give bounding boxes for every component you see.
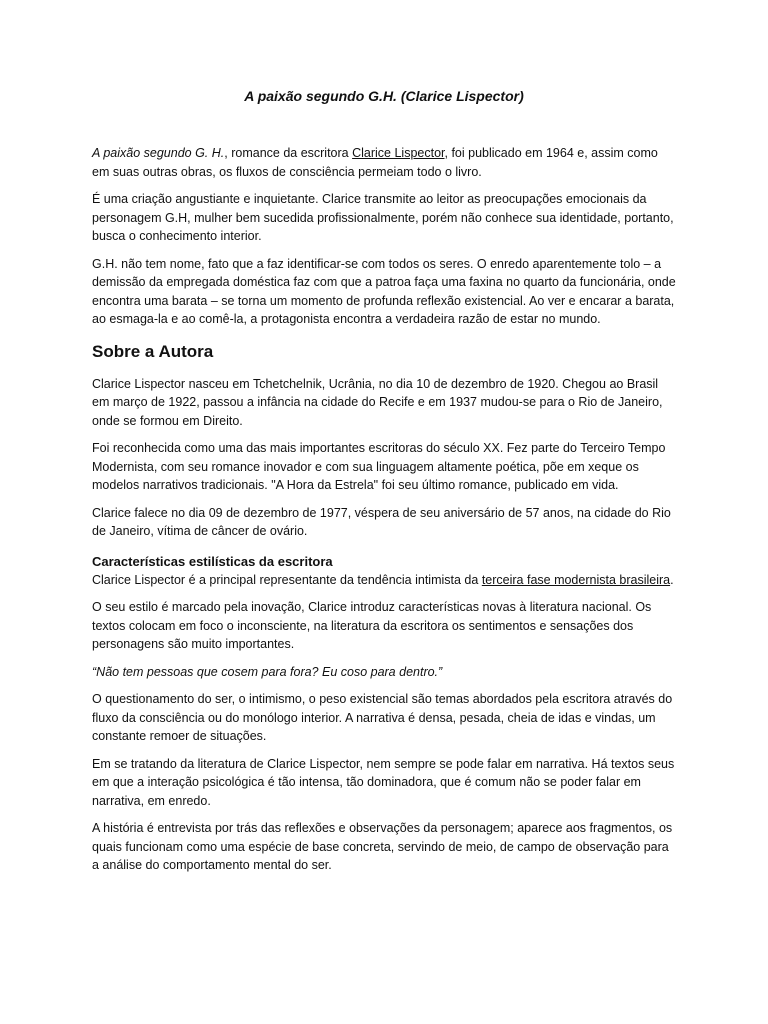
intro-text-a: , romance da escritora bbox=[224, 146, 353, 160]
terceira-fase-link[interactable]: terceira fase modernista brasileira bbox=[481, 572, 671, 587]
style-text-b: . bbox=[670, 572, 674, 587]
author-paragraph-1: Clarice Lispector nasceu em Tchetchelnik, Ucrânia, no dia 10 de dezembro de 1920. Chegou ao Brasil em março de 1922, passou a infância na cidade do Recife e em 1937 mudou-se para o Rio de Janeiro, onde se formou em Direito. bbox=[92, 376, 663, 428]
author-paragraph-2: Foi reconhecida como uma das mais importantes escritoras do século XX. Fez parte do Terceiro Tempo Modernista, com seu romance inovador e com sua linguagem altamente poética, põe em xeque os modelos narrativos tradicionais. "A Hora da Estrela" foi seu último romance, publicado em vida. bbox=[92, 441, 666, 492]
document-title: A paixão segundo G.H. (Clarice Lispector) bbox=[244, 88, 524, 104]
paragraph-2: É uma criação angustiante e inquietante. Clarice transmite ao leitor as preocupações emocionais da personagem G.H, mulher bem sucedida profissionalmente, porém não conhece sua identidade, portanto, busca o conhecimento interior. bbox=[92, 192, 674, 243]
section-heading-style: Características estilísticas da escritora bbox=[92, 553, 333, 569]
clarice-lispector-link[interactable]: Clarice Lispector bbox=[352, 146, 445, 160]
quote: “Não tem pessoas que cosem para fora? Eu coso para dentro.” bbox=[92, 664, 443, 679]
author-paragraph-3: Clarice falece no dia 09 de dezembro de 1977, véspera de seu aniversário de 57 anos, na cidade do Rio de Janeiro, vítima de câncer de ovário. bbox=[92, 505, 671, 538]
style-text-a: Clarice Lispector é a principal representante da tendência intimista da bbox=[92, 572, 482, 587]
style-paragraph-3: O questionamento do ser, o intimismo, o peso existencial são temas abordados pela escritora através do fluxo da consciência ou do monólogo interior. A narrativa é densa, pesada, cheia de idas e vindas, um constante remoer de situações. bbox=[92, 692, 673, 743]
style-paragraph-4: Em se tratando da literatura de Clarice Lispector, nem sempre se pode falar em narrativa. Há textos seus em que a interação psicológica é tão intensa, tão dominadora, que é comum não se poder falar em narrativa, em enredo. bbox=[92, 756, 675, 808]
style-paragraph-5: A história é entrevista por trás das reflexões e observações da personagem; aparece aos fragmentos, os quais funcionam como uma espécie de base concreta, servindo de meio, de campo de observação para a análise do comportamento mental do ser. bbox=[92, 821, 673, 872]
intro-paragraph bbox=[92, 144, 678, 181]
paragraph-3: G.H. não tem nome, fato que a faz identificar-se com todos os seres. O enredo aparentemente tolo – a demissão da empregada doméstica faz com que a patroa faça uma faxina no quarto da funcionária, onde encontra uma barata – se torna um momento de profunda reflexão existencial. Ao ver e encarar a barata, ao esmaga-la e ao comê-la, a protagonista encontra a verdadeira razão de estar no mundo. bbox=[92, 256, 676, 326]
intro-italic-title: A paixão segundo G. H. bbox=[92, 146, 225, 160]
section-heading-author: Sobre a Autora bbox=[92, 341, 214, 361]
document-body bbox=[92, 144, 678, 884]
style-paragraph-1 bbox=[92, 571, 678, 590]
intro-text-b: , foi publicado em 1964 e, assim como em suas outras obras, os fluxos de consciência permeiam todo o livro. bbox=[92, 146, 658, 179]
style-paragraph-2: O seu estilo é marcado pela inovação, Clarice introduz características novas à literatura nacional. Os textos colocam em foco o inconsciente, na literatura da escritora os sentimentos e sensações dos personagens são muito importantes. bbox=[92, 600, 652, 651]
